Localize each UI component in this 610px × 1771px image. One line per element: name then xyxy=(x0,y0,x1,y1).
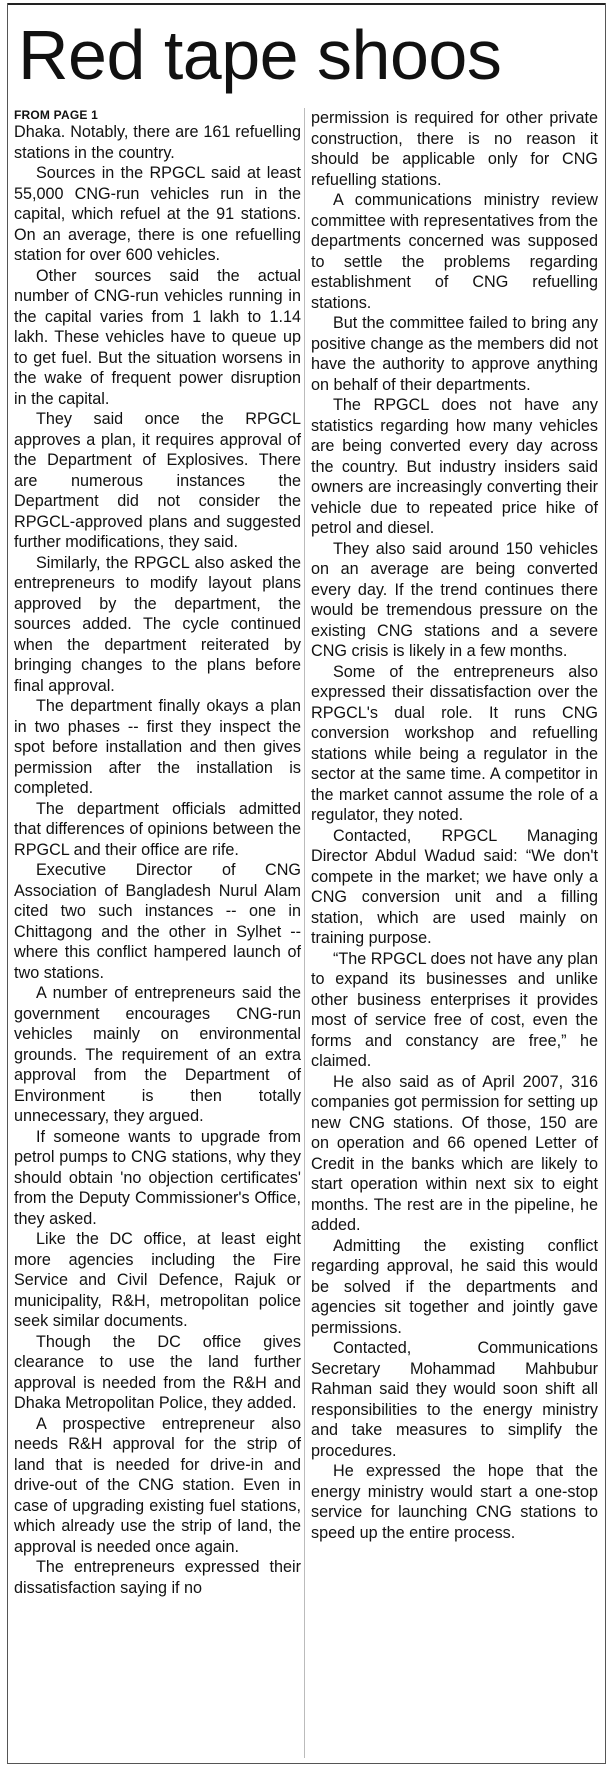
column-divider xyxy=(304,108,305,1758)
paragraph: The RPGCL does not have any statistics regarding how many vehicles are being converted every day across the country. But industry insiders said owners are increasingly converting their vehicle due to repeated price hike of petrol and diesel. xyxy=(311,396,598,537)
paragraph: Contacted, RPGCL Managing Director Abdul Wadud said: “We don't compete in the market; we have only a CNG conversion unit and a filling station, which are used mainly on training purpose. xyxy=(311,826,598,947)
paragraph: The entrepreneurs expressed their dissatisfaction saying if no xyxy=(14,1558,301,1597)
paragraph: Contacted, Communications Secretary Mohammad Mahbubur Rahman said they would soon shift all responsibilities to the energy ministry and take measures to simplify the procedures. xyxy=(311,1339,598,1460)
paragraph: He also said as of April 2007, 316 companies got permission for setting up new CNG stations. Of those, 150 are on operation and 66 opened Letter of Credit in the banks which are likely to start operation within next six to eight months. The rest are in the pipeline, he added. xyxy=(311,1072,598,1234)
paragraph: Like the DC office, at least eight more agencies including the Fire Service and Civil Defence, Rajuk or municipality, R&H, metropolitan police seek similar documents. xyxy=(14,1230,301,1330)
paragraph: But the committee failed to bring any positive change as the members did not have the authority to approve anything on behalf of their departments. xyxy=(311,314,598,394)
paragraph: “The RPGCL does not have any plan to expand its businesses and unlike other business enterprises it provides most of service free of cost, even the forms and constancy are free,” he claimed. xyxy=(311,949,598,1070)
paragraph: Though the DC office gives clearance to use the land further approval is needed from the R&H and Dhaka Metropolitan Police, they added. xyxy=(14,1332,301,1412)
paragraph: Similarly, the RPGCL also asked the entrepreneurs to modify layout plans approved by the department, the sources added. The cycle continued when the department reiterated by bringing changes to the plans before final approval. xyxy=(14,553,301,695)
paragraph: Sources in the RPGCL said at least 55,000 CNG-run vehicles run in the capital, which refuel at the 91 stations. On an average, there is one refuelling station for over 600 vehicles. xyxy=(14,164,301,264)
paragraph: They also said around 150 vehicles on an average are being converted every day. If the trend continues there would be tremendous pressure on the existing CNG stations and a severe CNG crisis is likely in a few months. xyxy=(311,539,598,660)
paragraph: A communications ministry review committee with representatives from the departments concerned was supposed to settle the problems regarding establishment of CNG refuelling stations. xyxy=(311,191,598,312)
top-rule xyxy=(8,3,606,5)
paragraph: Admitting the existing conflict regarding approval, he said this would be solved if the departments and agencies sit together and jointly gave permissions. xyxy=(311,1236,598,1337)
article-column-right xyxy=(311,108,598,1543)
paragraph: If someone wants to upgrade from petrol pumps to CNG stations, why they should obtain 'no objection certificates' from the Deputy Commissioner's Office, they asked. xyxy=(14,1127,301,1228)
paragraph: Executive Director of CNG Association of Bangladesh Nurul Alam cited two such instances -- one in Chittagong and the other in Sylhet -- where this conflict hampered launch of two stations. xyxy=(14,861,301,982)
paragraph: The department officials admitted that differences of opinions between the RPGCL and their office are rife. xyxy=(14,799,301,859)
article-headline: Red tape shoos xyxy=(18,16,502,94)
article-column-left xyxy=(14,108,301,1598)
paragraph: The department finally okays a plan in two phases -- first they inspect the spot before installation and then gives permission after the installation is completed. xyxy=(14,697,301,797)
paragraph: A number of entrepreneurs said the government encourages CNG-run vehicles mainly on environmental grounds. The requirement of an extra approval from the Department of Environment is then totally unnecessary, they argued. xyxy=(14,984,301,1125)
left-border xyxy=(7,3,8,1764)
paragraph: Some of the entrepreneurs also expressed their dissatisfaction over the RPGCL's dual role. It runs CNG conversion workshop and refuelling stations while being a regulator in the sector at the same time. A competitor in the market cannot assume the role of a regulator, they noted. xyxy=(311,662,598,824)
bottom-rule xyxy=(8,1763,606,1764)
paragraph: A prospective entrepreneur also needs R&H approval for the strip of land that is needed for drive-in and drive-out of the CNG station. Even in case of upgrading existing fuel stations, which already use the strip of land, the approval is needed once again. xyxy=(14,1414,301,1556)
right-border xyxy=(605,3,606,1764)
paragraph: permission is required for other private construction, there is no reason it should be applicable only for CNG refuelling stations. xyxy=(311,109,598,189)
continuation-kicker: FROM PAGE 1 xyxy=(14,108,98,122)
paragraph: Dhaka. Notably, there are 161 refuelling stations in the country. xyxy=(14,123,301,162)
paragraph: Other sources said the actual number of CNG-run vehicles running in the capital varies from 1 lakh to 1.14 lakh. These vehicles have to queue up to get fuel. But the situation worsens in the wake of frequent power disruption in the capital. xyxy=(14,266,301,408)
paragraph: He expressed the hope that the energy ministry would start a one-stop service for launching CNG stations to speed up the entire process. xyxy=(311,1462,598,1542)
paragraph: They said once the RPGCL approves a plan, it requires approval of the Department of Explosives. There are numerous instances the Department did not consider the RPGCL-approved plans and suggested further modifications, they said. xyxy=(14,410,301,551)
